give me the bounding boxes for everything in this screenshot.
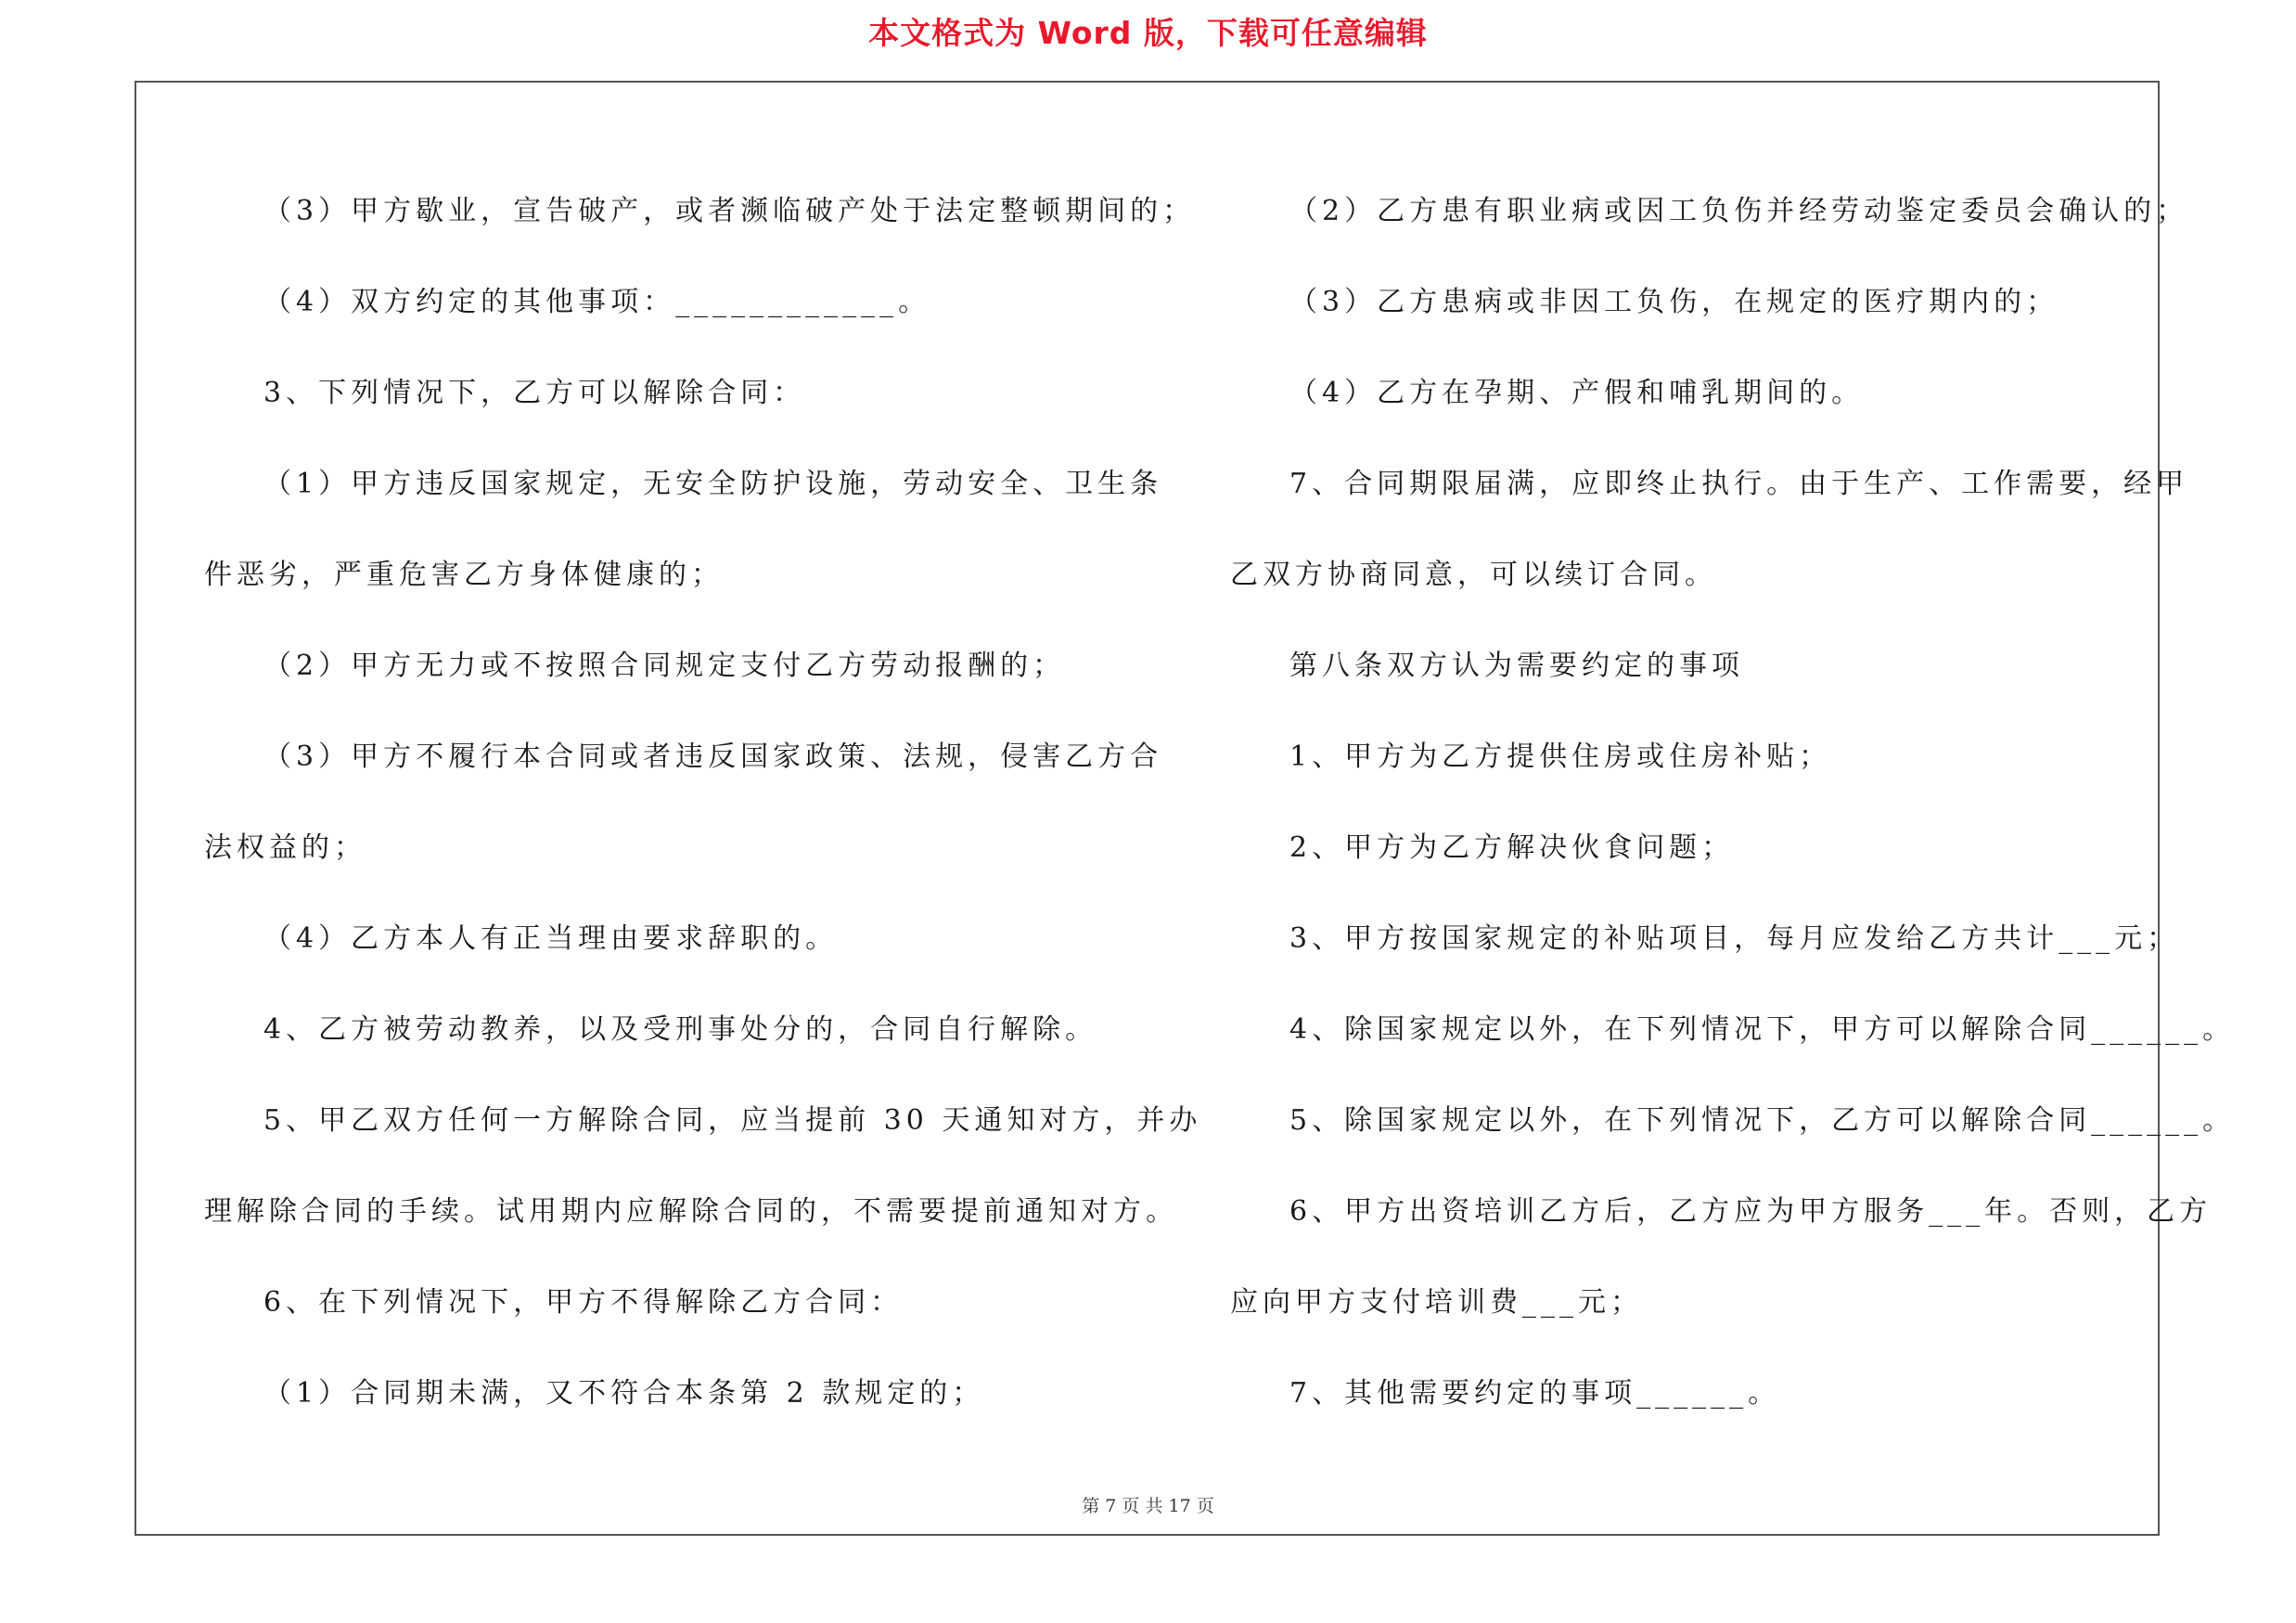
word-format-banner bbox=[0, 9, 2296, 53]
paragraph-line: 6、甲方出资培训乙方后，乙方应为甲方服务___年。否则，乙方 bbox=[1289, 1195, 2213, 1228]
paragraph-line: （2）甲方无力或不按照合同规定支付乙方劳动报酬的； bbox=[263, 650, 1066, 682]
paragraph-line: 7、合同期限届满，应即终止执行。由于生产、工作需要，经甲 bbox=[1289, 468, 2189, 500]
paragraph-line: 2、甲方为乙方解决伙食问题； bbox=[1289, 831, 1735, 864]
section-heading: 第八条双方认为需要约定的事项 bbox=[1289, 650, 1744, 682]
paragraph-line: 应向甲方支付培训费___元； bbox=[1230, 1286, 1643, 1319]
paragraph-line: 理解除合同的手续。试用期内应解除合同的，不需要提前通知对方。 bbox=[204, 1195, 1178, 1228]
paragraph-line: 乙双方协商同意，可以续订合同。 bbox=[1230, 559, 1717, 591]
paragraph-line: （4）乙方在孕期、产假和哺乳期间的。 bbox=[1289, 377, 1865, 409]
paragraph-line: 件恶劣，严重危害乙方身体健康的； bbox=[204, 559, 724, 591]
page-number-footer: 第 7 页 共 17 页 bbox=[1082, 1496, 1214, 1516]
paragraph-line: （2）乙方患有职业病或因工负伤并经劳动鉴定委员会确认的； bbox=[1289, 195, 2189, 227]
paragraph-line: 7、其他需要约定的事项______。 bbox=[1289, 1377, 1781, 1410]
paragraph-line: （1）合同期未满，又不符合本条第 2 款规定的； bbox=[263, 1377, 985, 1410]
paragraph-line: （3）甲方歇业，宣告破产，或者濒临破产处于法定整顿期间的； bbox=[263, 195, 1196, 227]
paragraph-line: （4）乙方本人有正当理由要求辞职的。 bbox=[263, 922, 839, 955]
paragraph-line: 4、除国家规定以外，在下列情况下，甲方可以解除合同______。 bbox=[1289, 1013, 2236, 1046]
paragraph-line: （4）双方约定的其他事项：____________。 bbox=[263, 286, 931, 318]
paragraph-line: 4、乙方被劳动教养，以及受刑事处分的，合同自行解除。 bbox=[263, 1013, 1098, 1046]
paragraph-line: 5、除国家规定以外，在下列情况下，乙方可以解除合同______。 bbox=[1289, 1104, 2236, 1137]
paragraph-line: （3）甲方不履行本合同或者违反国家政策、法规，侵害乙方合 bbox=[263, 741, 1163, 773]
banner-text: 本文格式为 Word 版，下载可任意编辑 bbox=[868, 15, 1428, 51]
paragraph-line: 1、甲方为乙方提供住房或住房补贴； bbox=[1289, 741, 1832, 773]
paragraph-line: 法权益的； bbox=[204, 831, 366, 864]
paragraph-line: （1）甲方违反国家规定，无安全防护设施，劳动安全、卫生条 bbox=[263, 468, 1163, 500]
paragraph-line: 3、甲方按国家规定的补贴项目，每月应发给乙方共计___元； bbox=[1289, 922, 2180, 955]
paragraph-line: 3、下列情况下，乙方可以解除合同： bbox=[263, 377, 806, 409]
paragraph-line: 6、在下列情况下，甲方不得解除乙方合同： bbox=[263, 1286, 904, 1319]
paragraph-line: 5、甲乙双方任何一方解除合同，应当提前 30 天通知对方，并办 bbox=[263, 1104, 1202, 1137]
paragraph-line: （3）乙方患病或非因工负伤，在规定的医疗期内的； bbox=[1289, 286, 2059, 318]
